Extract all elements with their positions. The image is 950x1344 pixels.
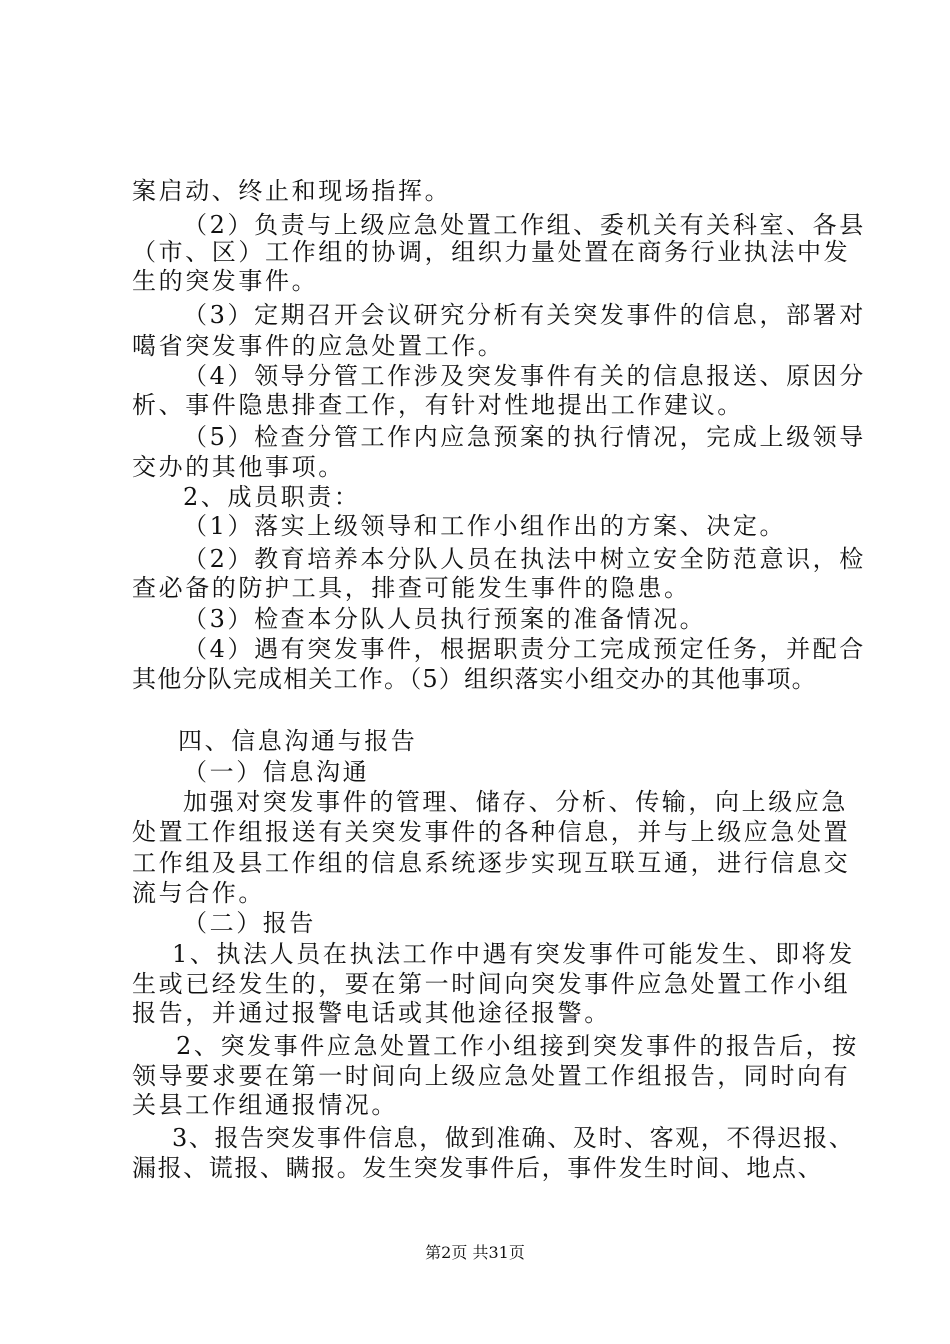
text-line: 查必备的防护工具，排查可能发生事件的隐患。	[132, 574, 691, 602]
text-line: 报告，并通过报警电话或其他途径报警。	[132, 999, 611, 1027]
text-line: 流与合作。	[132, 879, 265, 907]
text-line: 其他分队完成相关工作。（5）组织落实小组交办的其他事项。	[132, 665, 817, 693]
text-line: 析、事件隐患排查工作，有针对性地提出工作建议。	[132, 391, 744, 419]
text-line: （2）负责与上级应急处置工作组、委机关有关科室、各县	[183, 211, 866, 239]
text-line: 2、突发事件应急处置工作小组接到突发事件的报告后，按	[176, 1032, 859, 1060]
text-line: （2）教育培养本分队人员在执法中树立安全防范意识，检	[183, 545, 866, 573]
section-heading: 四、信息沟通与报告	[178, 727, 418, 755]
text-line: 1、执法人员在执法工作中遇有突发事件可能发生、即将发	[172, 940, 855, 968]
text-line: （5）检查分管工作内应急预案的执行情况，完成上级领导	[183, 423, 866, 451]
text-line: 噶省突发事件的应急处置工作。	[132, 332, 505, 360]
text-line: 加强对突发事件的管理、储存、分析、传输，向上级应急	[183, 788, 848, 816]
page-footer	[0, 1243, 950, 1263]
text-line: （市、区）工作组的协调，组织力量处置在商务行业执法中发	[132, 238, 851, 266]
text-line: （4）遇有突发事件，根据职责分工完成预定任务，并配合	[183, 635, 866, 663]
text-line: 领导要求要在第一时间向上级应急处置工作组报告，同时向有	[132, 1062, 851, 1090]
page-number: 第2页	[425, 1243, 468, 1262]
text-line: （4）领导分管工作涉及突发事件有关的信息报送、原因分	[183, 362, 866, 390]
text-line: 工作组及县工作组的信息系统逐步实现互联互通，进行信息交	[132, 849, 851, 877]
text-line: （3）检查本分队人员执行预案的准备情况。	[183, 605, 707, 633]
text-line: （1）落实上级领导和工作小组作出的方案、决定。	[183, 512, 787, 540]
text-line: 2、成员职责：	[183, 483, 361, 511]
text-line: 关县工作组通报情况。	[132, 1091, 398, 1119]
text-line: 漏报、谎报、瞒报。发生突发事件后，事件发生时间、地点、	[132, 1154, 824, 1182]
text-line: 交办的其他事项。	[132, 453, 345, 481]
text-line: 处置工作组报送有关突发事件的各种信息，并与上级应急处置	[132, 818, 851, 846]
text-line: 生的突发事件。	[132, 267, 319, 295]
text-line: 生或已经发生的，要在第一时间向突发事件应急处置工作小组	[132, 970, 851, 998]
text-line: 3、报告突发事件信息，做到准确、及时、客观，不得迟报、	[172, 1124, 855, 1152]
subsection-heading: （一）信息沟通	[183, 758, 370, 786]
text-line: （3）定期召开会议研究分析有关突发事件的信息，部署对	[183, 301, 866, 329]
text-line: 案启动、终止和现场指挥。	[132, 177, 452, 205]
subsection-heading: （二）报告	[183, 909, 316, 937]
page-total: 共31页	[472, 1243, 525, 1262]
